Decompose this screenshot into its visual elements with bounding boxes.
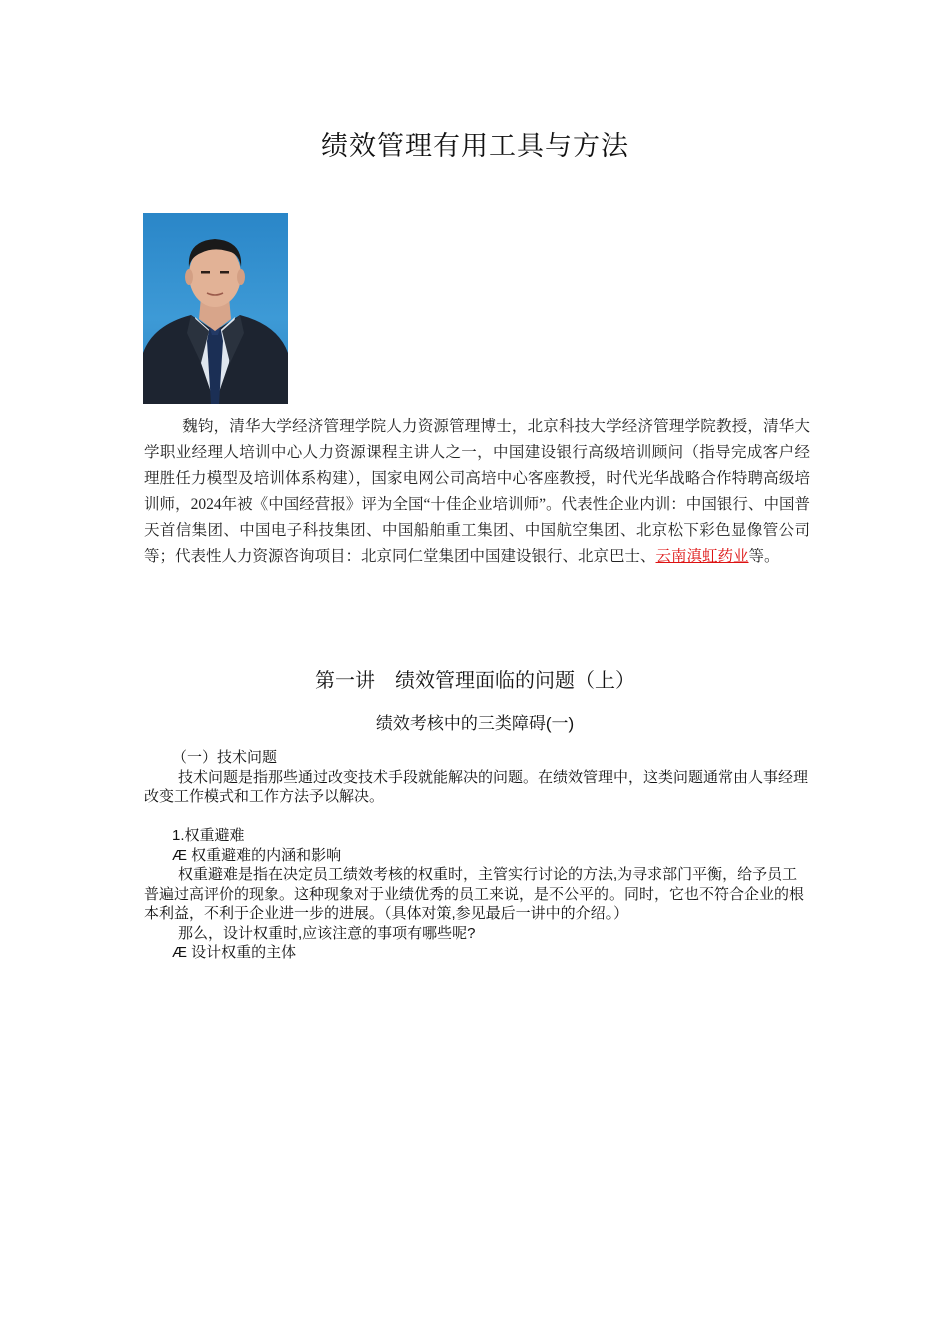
bio-text: 魏钧，清华大学经济管理学院人力资源管理博士，北京科技大学经济管理学院教授，清华大学职业经理人培训中心人力资源课程主讲人之一，中国建设银行高级培训顾问（指导完成客户经理胜任力模型及培训体系构建），国家电网公司高培中心客座教授，时代光华战略合作特聘高级培训师，2024年被《中国经营报》评为全国“十佳企业培训师”。代表性企业内训：中国银行、中国普天首信集团、中国电子科技集团、中国船舶重工集团、中国航空集团、北京松下彩色显像管公司等；代表性人力资源咨询项目：北京同仁堂集团中国建设银行、北京巴士、: [144, 418, 810, 565]
author-bio: [144, 414, 810, 570]
portrait-illustration: [143, 213, 288, 404]
bio-text-end: 等。: [748, 548, 780, 565]
section-heading: （一）技术问题: [172, 749, 278, 766]
section-paragraph: 技术问题是指那些通过改变技术手段就能解决的问题。在绩效管理中，这类问题通常由人事经理改变工作模式和工作方法予以解决。: [144, 768, 809, 805]
lecture-body: [144, 748, 812, 963]
question-line: 那么，设计权重时,应该注意的事项有哪些呢?: [178, 924, 476, 942]
item-heading: 1.权重避难: [172, 827, 245, 844]
author-portrait: [143, 213, 288, 404]
company-link[interactable]: 云南滇虹药业: [655, 548, 749, 565]
lecture-subtitle: 绩效考核中的三类障碍(一): [375, 714, 575, 733]
bullet-item: Æ 设计权重的主体: [172, 944, 297, 961]
lecture-title: 第一讲 绩效管理面临的问题（上）: [315, 670, 635, 692]
item-paragraph: 权重避难是指在决定员工绩效考核的权重时，主管实行讨论的方法,为寻求部门平衡，给予员工普遍过高评价的现象。这种现象对于业绩优秀的员工来说，是不公平的。同时，它也不符合企业的根本利益，不利于企业进一步的进展。（具体对策,参见最后一讲中的介绍。）: [144, 866, 805, 922]
spacer: [144, 807, 812, 827]
document-title: 绩效管理有用工具与方法: [321, 131, 629, 161]
bullet-item: Æ 权重避难的内涵和影响: [172, 846, 342, 864]
